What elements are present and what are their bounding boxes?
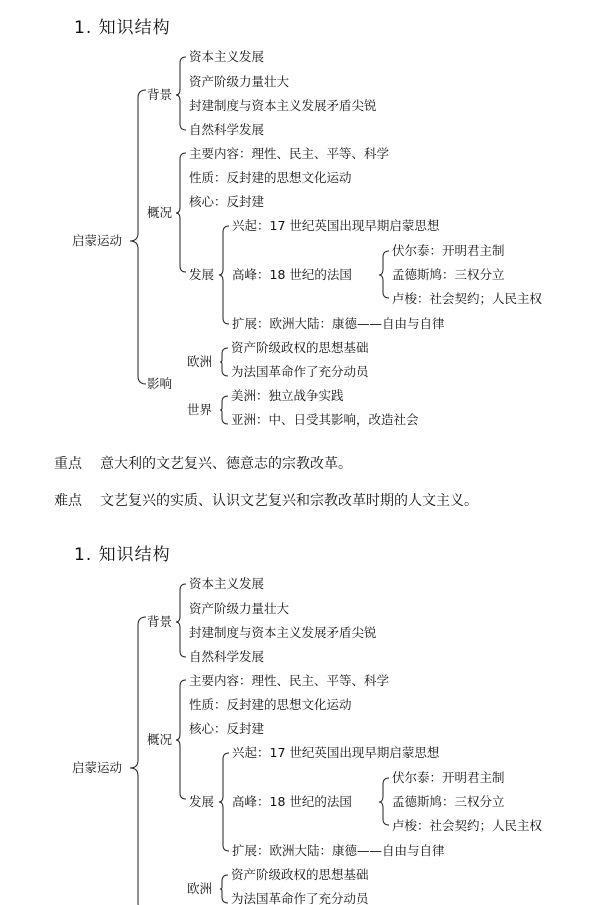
development-rise: 兴起：17 世纪英国出现早期启蒙思想 <box>232 218 440 233</box>
overview-node: 概况 <box>147 732 173 747</box>
section-title: 1. 知识结构 <box>74 545 171 565</box>
root-node: 启蒙运动 <box>72 760 123 775</box>
overview-main-content: 主要内容：理性、民主、平等、科学 <box>189 146 390 161</box>
europe-item: 为法国革命作了充分动员 <box>231 891 369 905</box>
background-item: 封建制度与资本主义发展矛盾尖锐 <box>189 98 377 113</box>
overview-core: 核心：反封建 <box>189 194 265 209</box>
europe-node: 欧洲 <box>187 881 213 896</box>
background-item: 封建制度与资本主义发展矛盾尖锐 <box>189 625 377 640</box>
world-item: 美洲：独立战争实践 <box>231 388 344 403</box>
root-node: 启蒙运动 <box>72 233 123 248</box>
development-node: 发展 <box>189 267 215 282</box>
key-point-label: 重点 <box>54 456 82 472</box>
development-expand: 扩展：欧洲大陆：康德——自由与自律 <box>232 316 445 331</box>
development-node: 发展 <box>189 794 215 809</box>
key-point-line <box>54 457 352 471</box>
knowledge-structure-2 <box>0 527 600 905</box>
overview-nature: 性质：反封建的思想文化运动 <box>189 170 352 185</box>
background-item: 资本主义发展 <box>189 49 265 64</box>
key-point-text: 意大利的文艺复兴、德意志的宗教改革。 <box>100 456 352 472</box>
background-item: 资本主义发展 <box>189 576 265 591</box>
thinker-item: 孟德斯鸠：三权分立 <box>392 267 505 282</box>
thinker-item: 卢梭：社会契约；人民主权 <box>392 291 543 306</box>
europe-item: 为法国革命作了充分动员 <box>231 364 369 379</box>
difficult-point-text: 文艺复兴的实质、认识文艺复兴和宗教改革时期的人文主义。 <box>100 493 478 509</box>
overview-node: 概况 <box>147 205 173 220</box>
background-node: 背景 <box>147 614 173 629</box>
background-item: 自然科学发展 <box>189 122 265 137</box>
development-peak: 高峰：18 世纪的法国 <box>232 794 352 809</box>
influence-node: 影响 <box>147 376 173 391</box>
development-rise: 兴起：17 世纪英国出现早期启蒙思想 <box>232 745 440 760</box>
background-node: 背景 <box>147 87 173 102</box>
europe-node: 欧洲 <box>187 354 213 369</box>
thinker-item: 伏尔泰：开明君主制 <box>392 770 505 785</box>
section-title: 1. 知识结构 <box>74 18 171 38</box>
europe-item: 资产阶级政权的思想基础 <box>231 340 369 355</box>
thinker-item: 孟德斯鸠：三权分立 <box>392 794 505 809</box>
thinker-item: 伏尔泰：开明君主制 <box>392 243 505 258</box>
thinker-item: 卢梭：社会契约；人民主权 <box>392 818 543 833</box>
background-item: 资产阶级力量壮大 <box>189 601 290 616</box>
difficult-point-label: 难点 <box>54 493 82 509</box>
overview-nature: 性质：反封建的思想文化运动 <box>189 697 352 712</box>
background-item: 自然科学发展 <box>189 649 265 664</box>
overview-core: 核心：反封建 <box>189 721 265 736</box>
background-item: 资产阶级力量壮大 <box>189 74 290 89</box>
difficult-point-line <box>54 494 478 508</box>
development-expand: 扩展：欧洲大陆：康德——自由与自律 <box>232 843 445 858</box>
world-item: 亚洲：中、日受其影响，改造社会 <box>231 412 419 427</box>
development-peak: 高峰：18 世纪的法国 <box>232 267 352 282</box>
knowledge-structure-1 <box>0 0 600 440</box>
europe-item: 资产阶级政权的思想基础 <box>231 867 369 882</box>
world-node: 世界 <box>187 402 213 417</box>
overview-main-content: 主要内容：理性、民主、平等、科学 <box>189 673 390 688</box>
